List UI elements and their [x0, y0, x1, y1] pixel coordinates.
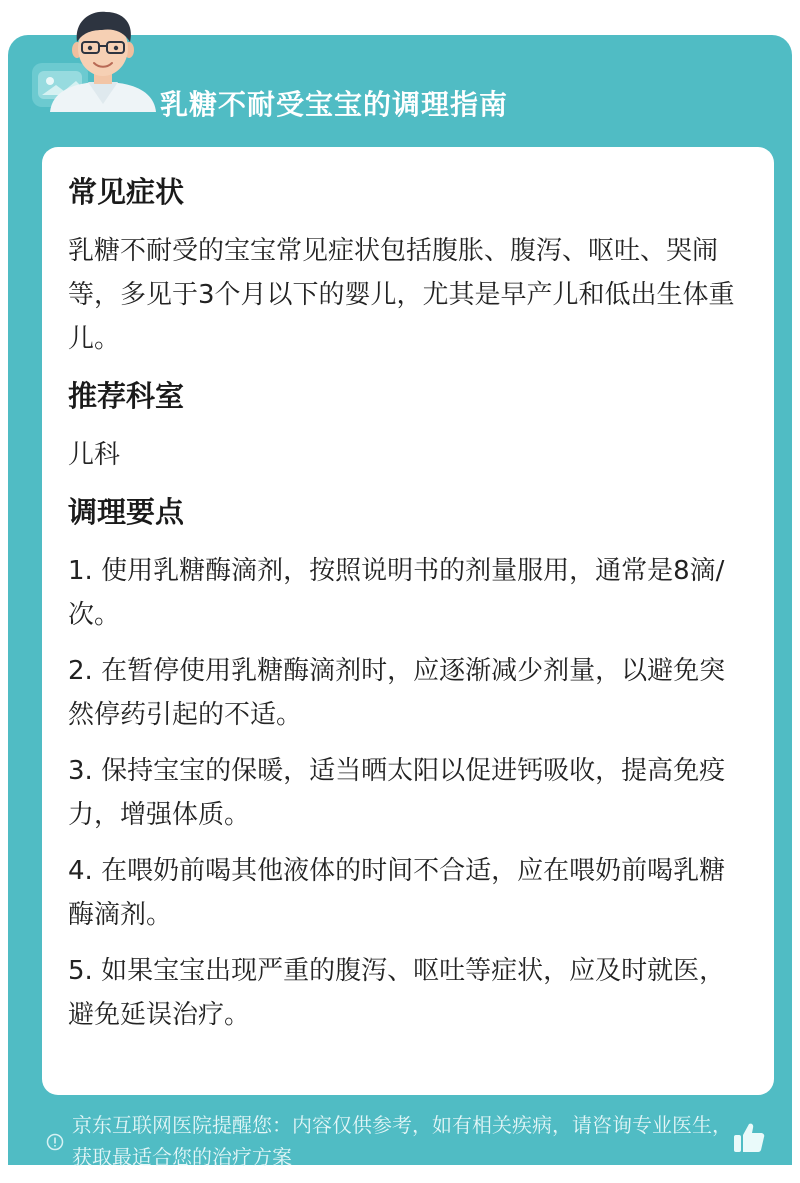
page-title: 乳糖不耐受宝宝的调理指南 — [160, 88, 509, 121]
department-text: 儿科 — [68, 440, 121, 470]
tip-item: 1. 使用乳糖酶滴剂，按照说明书的剂量服用，通常是8滴/次。 — [68, 556, 725, 630]
tip-item: 5. 如果宝宝出现严重的腹泻、呕吐等症状，应及时就医，避免延误治疗。 — [68, 956, 726, 1030]
symptoms-section — [68, 169, 748, 361]
tip-item: 2. 在暂停使用乳糖酶滴剂时，应逐渐减少剂量，以避免突然停药引起的不适。 — [68, 656, 726, 730]
tip-item: 3. 保持宝宝的保暖，适当晒太阳以促进钙吸收，提高免疫力，增强体质。 — [68, 756, 726, 830]
content-card — [42, 147, 774, 1095]
info-icon — [46, 1133, 64, 1151]
guide-panel — [8, 35, 792, 1169]
symptoms-heading: 常见症状 — [68, 175, 185, 209]
tips-section — [68, 489, 748, 1037]
disclaimer-footer — [42, 1103, 774, 1183]
department-section — [68, 373, 748, 477]
tip-item: 4. 在喂奶前喝其他液体的时间不合适，应在喂奶前喝乳糖酶滴剂。 — [68, 856, 726, 930]
tips-heading: 调理要点 — [68, 495, 185, 529]
department-heading: 推荐科室 — [68, 379, 185, 413]
tips-list — [68, 549, 748, 1037]
symptoms-text: 乳糖不耐受的宝宝常见症状包括腹胀、腹泻、呕吐、哭闹等，多见于3个月以下的婴儿，尤其是早产儿和低出生体重儿。 — [68, 236, 735, 354]
disclaimer-text: 京东互联网医院提醒您：内容仅供参考，如有相关疾病，请咨询专业医生，获取最适合您的治疗方案 — [72, 1113, 732, 1169]
thumbs-up-icon[interactable] — [732, 1121, 766, 1155]
doctor-avatar — [44, 8, 162, 112]
